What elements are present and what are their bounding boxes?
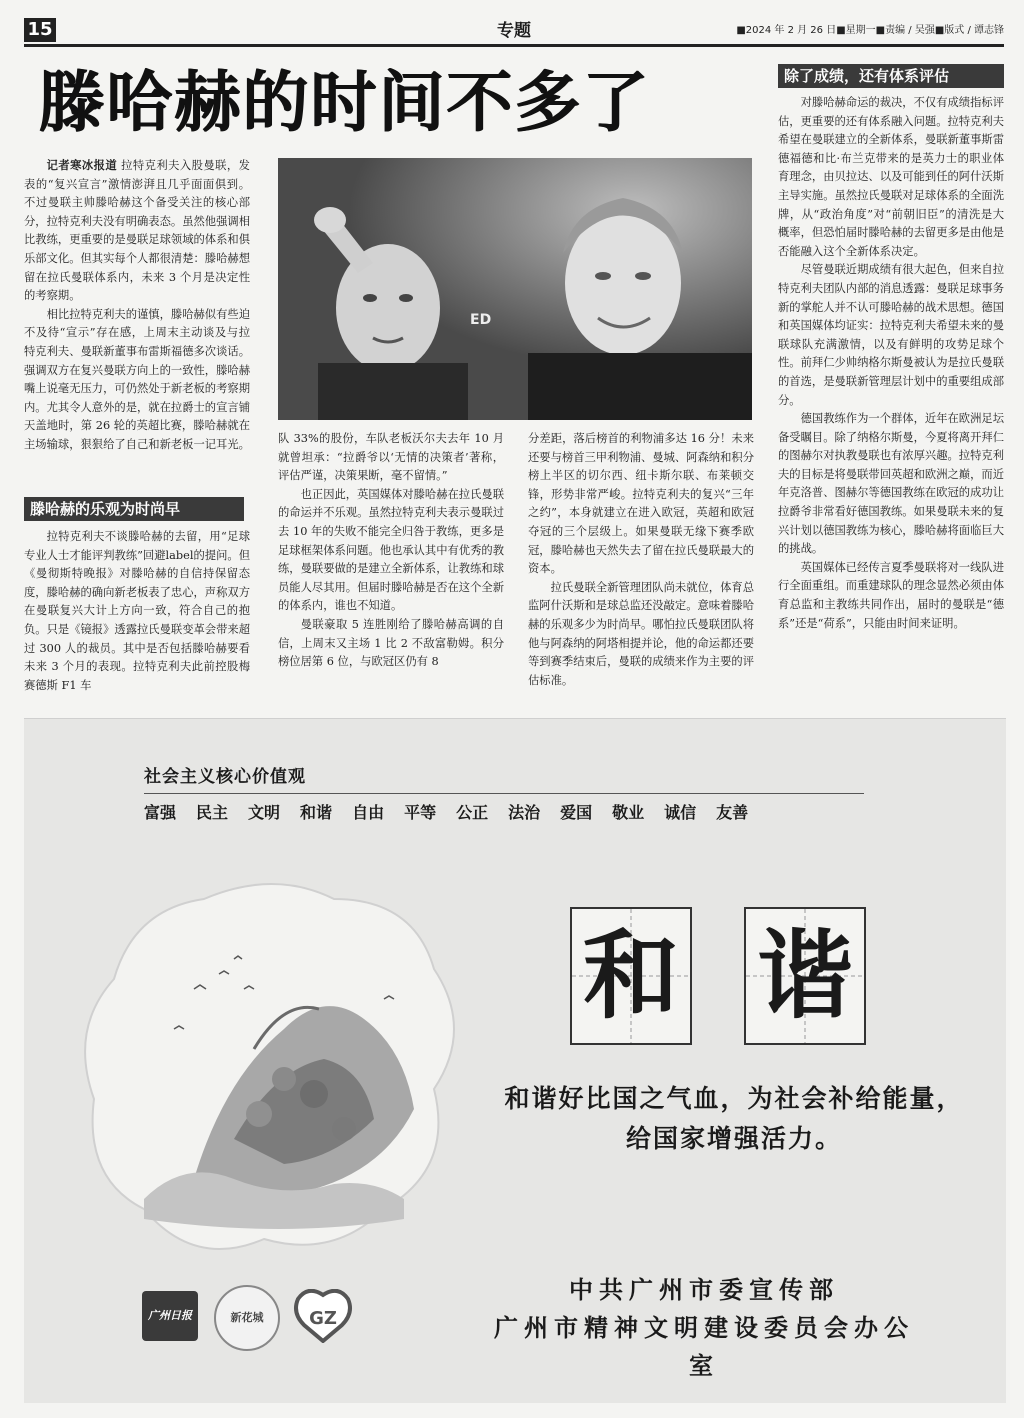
landscape-painting bbox=[84, 879, 464, 1269]
paragraph: 分差距，落后榜首的利物浦多达 16 分！未来还要与榜首三甲利物浦、曼城、阿森纳和积分榜上半区的切尔西、纽卡斯尔联、布莱顿交锋，形势非常严峻。拉特克利夫的复兴“三年之约”，本身就建立在进入欧冠，英超和欧冠夺冠的三个层级上。如果曼联无缘下赛季欧冠，滕哈赫也天然失去了留在拉氏曼联最大的资本。 bbox=[528, 432, 754, 576]
byline: 记者寒冰报道 bbox=[46, 158, 118, 172]
headline: 滕哈赫的时间不多了 bbox=[38, 63, 650, 141]
article-photo bbox=[278, 158, 752, 420]
paragraph: 队 33%的股份，车队老板沃尔夫去年 10 月就曾坦承：“拉爵爷以‘无情的决策者’著称，评估严谨，决策果断，毫不留情。” bbox=[278, 432, 504, 483]
value-item: 富强 bbox=[144, 803, 177, 822]
guangzhou-daily-logo: 广州日报 bbox=[142, 1291, 198, 1341]
section-title: 专题 bbox=[497, 21, 531, 41]
org-line-2: 广州市精神文明建设委员会办公室 bbox=[494, 1314, 914, 1380]
paragraph: 对滕哈赫命运的裁决，不仅有成绩指标评估，更重要的还有体系融入问题。拉特克利夫希望在曼联建立的全新体系，曼联新董事斯雷德福德和比·布兰克带来的是英力士的职业体育理念，由贝拉达、以及可能到任的阿什沃斯主导实施。虽然拉氏曼联对足球体系的全面洗牌，从“政治角度”对“前朝旧臣”的清洗是大概率，但恐怕届时滕哈赫的去留更多是由他是否能融入这个全新体系决定。 bbox=[778, 96, 1004, 258]
value-item: 公正 bbox=[456, 803, 489, 822]
paragraph: 拉特克利夫入股曼联，发表的“复兴宣言”激情澎湃且几乎面面俱到。不过曼联主帅滕哈赫这个备受关注的核心部分，拉特克利夫没有明确表态。虽然他强调相比教练，更重要的是曼联足球领域的体系和俱乐部文化。但其实每个人都很清楚：滕哈赫想留在拉氏曼联体系内，未来 3 个月是决定性的考察期。 bbox=[24, 159, 250, 303]
gz-logo-text: GZ bbox=[309, 1308, 337, 1329]
value-item: 文明 bbox=[248, 803, 281, 822]
subhead-1: 滕哈赫的乐观为时尚早 bbox=[24, 497, 244, 521]
calligraphy-char-2: 谐 bbox=[757, 919, 853, 1032]
value-item: 法治 bbox=[508, 803, 541, 822]
page-header bbox=[24, 18, 1004, 47]
paragraph: 也正因此，英国媒体对滕哈赫在拉氏曼联的命运并不乐观。虽然拉特克利夫表示曼联过去 10 年的失败不能完全归咎于教练，更多是足球框架体系问题。他也承认其中有优秀的教练，曼联要做的是建立全新体系，让教练和球员能人尽其用。但届时滕哈赫是否在这个全新的体系内，谁也不知道。 bbox=[278, 487, 504, 613]
issue-meta: ■2024 年 2 月 26 日■星期一■责编 / 吴强■版式 / 谭志锋 bbox=[736, 25, 1004, 36]
paragraph: 英国媒体已经传言夏季曼联将对一线队进行全面重组。而重建球队的理念显然必须由体育总监和主教练共同作出，届时的曼联是“德系”还是“荷系”，只能由时间来证明。 bbox=[778, 560, 1004, 630]
calligraphy-char-1: 和 bbox=[583, 919, 679, 1032]
poster-title: 社会主义核心价值观 bbox=[144, 767, 306, 787]
value-item: 平等 bbox=[404, 803, 437, 822]
paragraph: 尽管曼联近期成绩有很大起色，但来自拉特克利夫团队内部的消息透露：曼联足球事务新的掌舵人并不认可滕哈赫的战术思想。德国和英国媒体均证实：拉特克利夫希望未来的曼联球队充满激情，以及有鲜明的攻势足球个性。前拜仁少帅纳格尔斯曼被认为是拉氏曼联的首选，是曼联新管理层计划中的重要组成部分。 bbox=[778, 263, 1004, 407]
value-item: 敬业 bbox=[612, 803, 645, 822]
poster-organizations bbox=[484, 1271, 924, 1385]
motto-line-2: 给国家增强活力。 bbox=[625, 1124, 842, 1153]
photo-sign-text: ED bbox=[470, 312, 492, 328]
calligraphy-box-1 bbox=[570, 907, 692, 1045]
photo-illustration bbox=[278, 158, 752, 420]
paragraph: 拉特克利夫不谈滕哈赫的去留，用“足球专业人士才能评判教练”回避label的提问。但《曼彻斯特晚报》对滕哈赫的自信持保留态度，滕哈赫的确向新老板表了忠心，声称双方在曼联复兴大计上方向一致，符合自己的抱负。只是《镜报》透露拉氏曼联变革会带来超过 300 人的裁员。其中是否包括滕哈赫要看未来 3 个月的表现。拉特克利夫此前控股梅赛德斯 F1 车 bbox=[24, 530, 250, 692]
article-column-1 bbox=[24, 156, 250, 455]
page-number: 15 bbox=[24, 18, 56, 42]
value-item: 和谐 bbox=[300, 803, 333, 822]
value-item: 自由 bbox=[352, 803, 385, 822]
value-item: 友善 bbox=[716, 803, 749, 822]
paragraph: 德国教练作为一个群体，近年在欧洲足坛备受瞩目。除了纳格尔斯曼，今夏将离开拜仁的图赫尔对执教曼联也有浓厚兴趣。拉特克利夫的目标是将曼联带回英超和欧洲之巅，而近年克洛普、图赫尔等德国教练在欧冠的成功让拉爵爷非常看好德国教练。如果曼联未来的复兴计划以德国教练为核心，滕哈赫将面临巨大的挑战。 bbox=[778, 412, 1004, 556]
article-column-3 bbox=[528, 430, 754, 690]
calligraphy-box-2 bbox=[744, 907, 866, 1045]
value-item: 爱国 bbox=[560, 803, 593, 822]
article-column-2 bbox=[278, 430, 504, 672]
gz-logo bbox=[292, 1289, 354, 1343]
paragraph: 相比拉特克利夫的谨慎，滕哈赫似有些迫不及待“宣示”存在感，上周末主动谈及与拉特克利夫、曼联新董事布雷斯福德多次谈话。强调双方在复兴曼联方向上的一致性，滕哈赫嘴上说毫无压力，可仍然处于新老板的考察期内。尤其令人意外的是，就在拉爵士的宣言铺天盖地时，第 26 轮的英超比赛，滕哈赫就在主场输球，狠狠给了自己和新老板一记耳光。 bbox=[24, 307, 250, 451]
article-column-4 bbox=[778, 94, 1004, 633]
motto-line-1: 和谐好比国之气血，为社会补给能量， bbox=[504, 1084, 964, 1113]
value-item: 诚信 bbox=[664, 803, 697, 822]
article-column-1b bbox=[24, 528, 250, 695]
subhead-2: 除了成绩，还有体系评估 bbox=[778, 64, 1004, 88]
paragraph: 拉氏曼联全新管理团队尚未就位，体育总监阿什沃斯和是球总监还没敲定。意味着滕哈赫的乐观多少为时尚早。哪怕拉氏曼联团队将他与阿森纳的阿塔相提并论，他的命运都还要等到赛季结束后，曼联的成绩来作为主要的评估标准。 bbox=[528, 580, 754, 687]
divider bbox=[144, 793, 864, 794]
org-line-1: 中共广州市委宣传部 bbox=[569, 1276, 839, 1304]
value-item: 民主 bbox=[196, 803, 229, 822]
public-service-poster bbox=[24, 718, 1006, 1403]
paragraph: 曼联豪取 5 连胜刚给了滕哈赫高调的自信，上周末又主场 1 比 2 不敌富勒姆。积分榜位居第 6 位，与欧冠区仍有 8 bbox=[278, 617, 504, 669]
core-values-list bbox=[144, 801, 748, 825]
poster-motto bbox=[464, 1079, 1004, 1159]
xinhuacheng-logo: 新花城 bbox=[214, 1285, 280, 1351]
